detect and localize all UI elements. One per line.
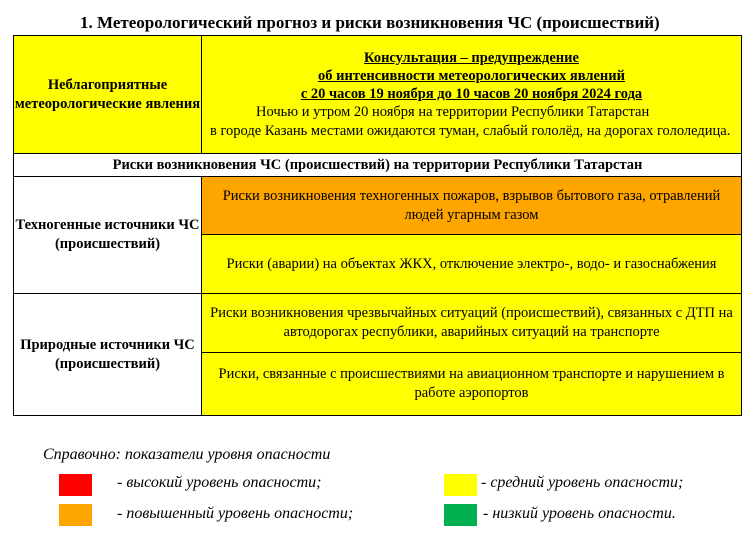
risks-header-cell (14, 154, 742, 177)
weather-row (14, 36, 742, 154)
consult-line-1: Консультация – предупреждение (364, 49, 579, 66)
natural-risk-1: Риски возникновения чрезвычайных ситуаций (происшествий), связанных с ДТП на автодорогах республики, аварийных ситуаций на транспорте (210, 305, 733, 340)
forecast-table (13, 35, 742, 416)
swatch-elevated (59, 504, 92, 526)
techno-risk-1: Риски возникновения техногенных пожаров, взрывов бытового газа, отравлений людей угарным газом (222, 187, 721, 223)
techno-risk-1-cell (202, 177, 742, 235)
swatch-medium (444, 474, 477, 496)
natural-risk-2: Риски, связанные с происшествиями на авиационном транспорте и нарушением в работе аэропортов (218, 366, 725, 401)
legend-caption: Справочно: показатели уровня опасности (43, 446, 331, 463)
weather-consult-cell (202, 36, 742, 154)
consult-text-line1: Ночью и утром 20 ноября на территории Республики Татарстан (256, 103, 650, 120)
consult-text-rest: в городе Казань местами ожидаются туман, слабый гололёд, на дорогах гололедица. (210, 122, 731, 139)
techno-risk-2-cell (202, 235, 742, 294)
legend-high: - высокий уровень опасности; (117, 474, 322, 491)
legend-medium: - средний уровень опасности; (481, 474, 684, 491)
consult-line-2: об интенсивности метеорологических явлений (317, 67, 625, 84)
legend-low: - низкий уровень опасности. (483, 505, 676, 522)
consult-heading (202, 47, 741, 103)
weather-label-cell (14, 36, 202, 154)
section-title (80, 13, 740, 33)
natural-risk-2-cell (202, 353, 742, 416)
natural-risk-1-cell (202, 294, 742, 353)
techno-row-1 (14, 177, 742, 235)
risks-header-row (14, 154, 742, 177)
natural-label: Природные источники ЧС (происшествий) (20, 336, 195, 372)
techno-risk-2: Риски (аварии) на объектах ЖКХ, отключение электро-, водо- и газоснабжения (226, 255, 717, 272)
section-title-text: 1. Метеорологический прогноз и риски возникновения ЧС (происшествий) (80, 13, 660, 32)
techno-label-cell (14, 177, 202, 294)
legend-elevated: - повышенный уровень опасности; (117, 505, 354, 522)
weather-label: Неблагоприятные метеорологические явления (14, 76, 201, 112)
natural-row-1 (14, 294, 742, 353)
natural-label-cell (14, 294, 202, 416)
swatch-high (59, 474, 92, 496)
consult-line-3: с 20 часов 19 ноября до 10 часов 20 ноября 2024 года (300, 85, 643, 102)
consult-text (202, 103, 741, 143)
risks-header: Риски возникновения ЧС (происшествий) на территории Республики Татарстан (112, 156, 643, 173)
techno-label: Техногенные источники ЧС (происшествий) (15, 217, 200, 252)
swatch-low (444, 504, 477, 526)
